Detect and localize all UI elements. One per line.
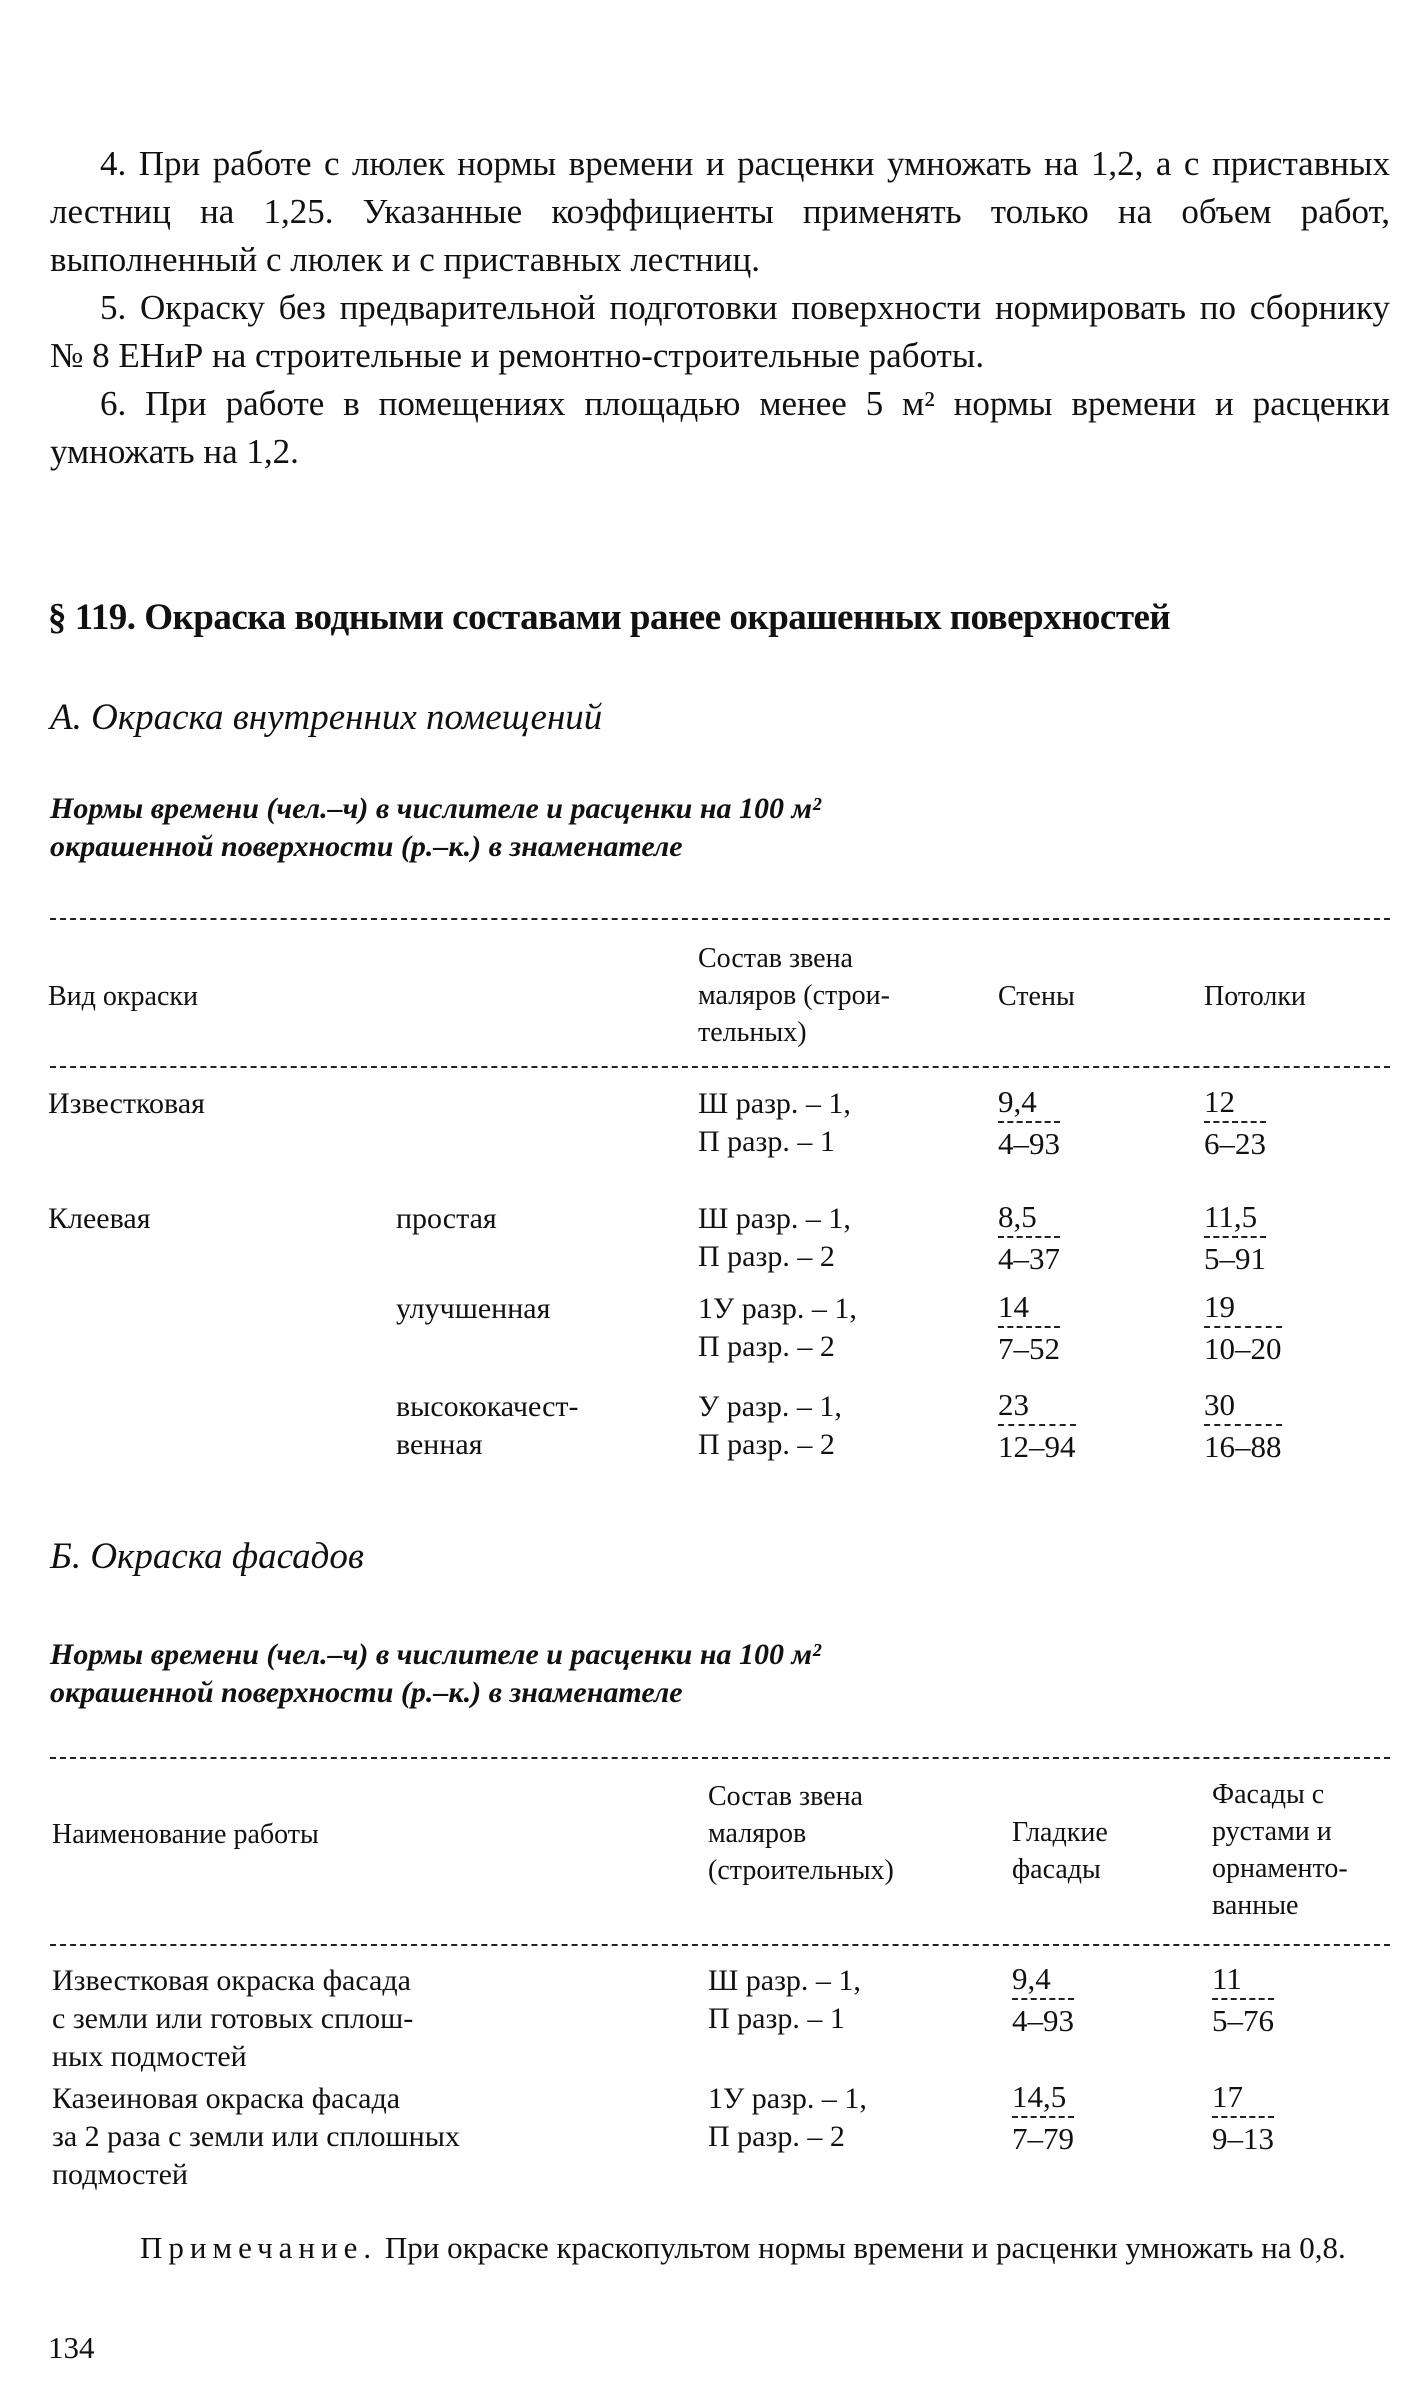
table-a-header-kind: Вид окраски (48, 981, 198, 1012)
table-b-row2-rusticated: $\frac{17}{9-13}$ (1212, 2079, 1274, 2156)
page-number: 134 (48, 2330, 95, 2365)
table-b-header-crew: Состав звена маляров (строительных) (708, 1781, 894, 1886)
note-lead: Примечание. (140, 2230, 378, 2265)
table-a-row2-kind: Клеевая (48, 1202, 151, 1235)
section-title: § 119. Окраска водными составами ранее окрашенных поверхностей (48, 597, 1171, 638)
table-b-row1-name: Известковая окраска фасада с земли или готовых сплош- ных подмостей (52, 1964, 414, 2073)
paragraph-6: 6. При работе в помещениях площадью менее 5 м² нормы времени и расценки умножать на 1,2. (50, 384, 1390, 471)
table-a-header-walls: Стены (998, 981, 1075, 1012)
part-a-heading: А. Окраска внутренних помещений (50, 697, 603, 738)
table-b-header-rule (50, 1944, 1390, 1946)
part-b-heading: Б. Окраска фасадов (50, 1536, 364, 1577)
table-b-row1-rusticated: $\frac{11}{5-76}$ (1212, 1961, 1274, 2038)
table-a-header-crew: Состав звена маляров (строи- тельных) (698, 943, 890, 1048)
part-b-caption-line2: окрашенной поверхности (р.–к.) в знаменателе (50, 1676, 683, 1709)
part-b-caption-line1: Нормы времени (чел.–ч) в числителе и расценки на 100 м² (50, 1638, 822, 1671)
note-text: При окраске краскопультом нормы времени и расценки умножать на 0,8. (377, 2230, 1346, 2265)
table-a-row4-ceilings: $\frac{30}{16-88}$ (1204, 1387, 1282, 1464)
part-b-caption (50, 1636, 821, 1712)
table-a-row1-walls: $\frac{9,4}{4-93}$ (998, 1084, 1060, 1161)
table-b-row2-name: Казеиновая окраска фасада за 2 раза с земли или сплошных подмостей (52, 2082, 460, 2191)
table-a-header-ceilings: Потолки (1204, 981, 1306, 1012)
table-a-row3-walls: $\frac{14}{7-52}$ (998, 1289, 1060, 1366)
table-b-header-rusticated: Фасады с рустами и орнаменто- ванные (1212, 1779, 1348, 1921)
table-a-row1-crew: Ш разр. – 1, П разр. – 1 (698, 1087, 851, 1158)
table-a-row2-crew: Ш разр. – 1, П разр. – 2 (698, 1202, 851, 1273)
paragraph-5: 5. Окраску без предварительной подготовки поверхности нормировать по сборнику № 8 ЕНиР на строительные и ремонтно-строительные работы. (50, 288, 1390, 375)
table-b-header-smooth: Гладкие фасады (1012, 1817, 1108, 1885)
table-a-row4-crew: У разр. – 1, П разр. – 2 (698, 1390, 842, 1461)
table-a-header-rule (50, 1066, 1390, 1068)
table-b-row2-crew: 1У разр. – 1, П разр. – 2 (708, 2082, 867, 2153)
intro-paragraphs (50, 140, 1390, 476)
table-a-row2-sub: простая (396, 1202, 497, 1235)
table-a-row3-crew: 1У разр. – 1, П разр. – 2 (698, 1292, 857, 1363)
table-a-row1-ceilings: $\frac{12}{6-23}$ (1204, 1084, 1266, 1161)
table-a-row4-sub: высококачест- венная (396, 1390, 579, 1461)
table-a-row2-ceilings: $\frac{11,5}{5-91}$ (1204, 1199, 1266, 1276)
part-a-caption (50, 790, 821, 866)
table-b-row1-smooth: $\frac{9,4}{4-93}$ (1012, 1961, 1074, 2038)
part-a-caption-line1: Нормы времени (чел.–ч) в числителе и расценки на 100 м² (50, 792, 822, 825)
table-a-row1-kind: Известковая (48, 1087, 205, 1120)
table-a-row3-ceilings: $\frac{19}{10-20}$ (1204, 1289, 1282, 1366)
table-a-row2-walls: $\frac{8,5}{4-37}$ (998, 1199, 1060, 1276)
table-b-header-name: Наименование работы (52, 1819, 319, 1850)
table-b-row1-crew: Ш разр. – 1, П разр. – 1 (708, 1964, 861, 2035)
note-paragraph (50, 2226, 1390, 2270)
table-a-row4-walls: $\frac{23}{12-94}$ (998, 1387, 1076, 1464)
table-b-row2-smooth: $\frac{14,5}{7-79}$ (1012, 2079, 1074, 2156)
table-b-top-rule (50, 1757, 1390, 1759)
table-a-top-rule (50, 918, 1390, 920)
table-a-row3-sub: улучшенная (396, 1292, 551, 1325)
paragraph-4: 4. При работе с люлек нормы времени и расценки умножать на 1,2, а с приставных лестниц на 1,25. Указанные коэффициенты применять только на объем работ, выполненный с люлек и с приставных лестниц. (50, 144, 1390, 279)
part-a-caption-line2: окрашенной поверхности (р.–к.) в знаменателе (50, 830, 683, 863)
